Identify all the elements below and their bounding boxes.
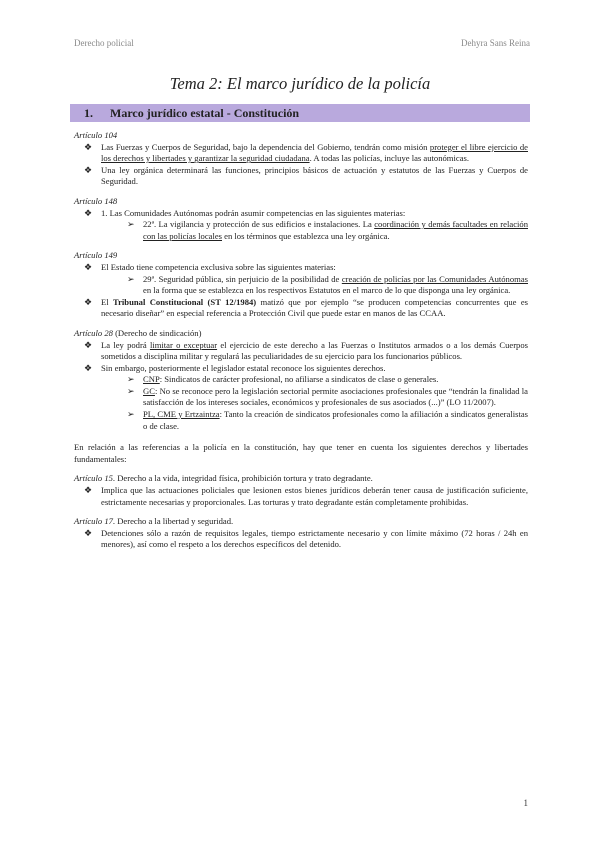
text: : Sindicatos de carácter profesional, no afiliarse a sindicatos de clase o generales. [159, 374, 439, 385]
section-heading [70, 104, 530, 122]
list-item [74, 340, 528, 363]
article-28-heading [74, 328, 528, 340]
text: . A todas las policías, incluye las autonómicas. [309, 153, 469, 164]
diamond-bullet-icon: ❖ [84, 362, 93, 373]
diamond-bullet-icon: ❖ [84, 339, 93, 350]
text: 1. Las Comunidades Autónomas podrán asumir competencias en las siguientes materias: [101, 207, 406, 218]
list-item [74, 208, 528, 220]
document-body [74, 130, 528, 551]
sub-list-item [74, 409, 528, 432]
underlined-text: PL, CME y Ertzaintza [143, 409, 220, 420]
text: Detenciones sólo a razón de requisitos legales, tiempo estrictamente necesario y con límite máximo (72 horas / 24h en menores), así como el respeto a los derechos específicos del detenido. [101, 527, 528, 550]
list-item [74, 262, 528, 274]
underlined-text: proteger el libre ejercicio de los derechos y libertades y garantizar la seguridad ciudadana [101, 141, 528, 164]
article-number: Artículo 17 [74, 516, 113, 527]
article-15-heading [74, 473, 528, 485]
text: : No se reconoce pero la legislación sectorial permite asociaciones profesionales que “tendrán la finalidad la satisfacción de los intereses sociales, económicos y profesionales de sus asociados (...)” (LO 11/2007). [143, 385, 528, 408]
article-note: . Derecho a la vida, integridad física, prohibición tortura y trato degradante. [112, 473, 373, 484]
section-title: Marco jurídico estatal - Constitución [110, 106, 300, 120]
header-author: Dehyra Sans Reina [461, 38, 530, 48]
list-item [74, 528, 528, 551]
article-17-heading [74, 516, 528, 528]
text: el ejercicio de este derecho a las Fuerzas o Institutos armados o a los demás Cuerpos sometidos a disciplina militar y regulará las peculiaridades de su ejercicio para los funcionarios públicos. [101, 339, 528, 362]
section-number: 1. [84, 106, 93, 120]
diamond-bullet-icon: ❖ [84, 527, 93, 538]
diamond-bullet-icon: ❖ [84, 207, 93, 218]
article-note: (Derecho de sindicación) [112, 327, 202, 338]
sub-list-item [74, 219, 528, 242]
article-104-heading: Artículo 104 [74, 130, 118, 140]
list-item [74, 485, 528, 508]
text: El Estado tiene competencia exclusiva sobre las siguientes materias: [101, 261, 336, 272]
article-number: Artículo 15 [74, 473, 113, 484]
diamond-bullet-icon: ❖ [84, 261, 93, 272]
text: Sin embargo, posteriormente el legislador estatal reconoce los siguientes derechos. [101, 362, 386, 373]
underlined-text: CNP [143, 374, 160, 385]
arrow-bullet-icon: ➢ [127, 219, 135, 230]
bold-text: Tribunal Constitucional (ST 12/1984) [113, 296, 257, 307]
underlined-text: creación de policías por las Comunidades Autónomas [341, 273, 528, 284]
text: : Tanto la creación de sindicatos profesionales como la afiliación a sindicatos generalistas o de clase. [143, 409, 528, 431]
list-item [74, 142, 528, 165]
list-item [74, 165, 528, 188]
text: Implica que las actuaciones policiales que lesionen estos bienes jurídicos deberán tener causa de justificación suficiente, estrictamente necesarias y proporcionales. Las torturas y trato degradante están completamente prohibidas. [101, 485, 528, 507]
article-note: . Derecho a la libertad y seguridad. [112, 516, 234, 527]
article-149-heading: Artículo 149 [74, 250, 118, 261]
article-148-heading: Artículo 148 [74, 195, 118, 206]
intro-paragraph: En relación a las referencias a la policía en la constitución, hay que tener en cuenta los siguientes derechos y libertades fundamentales: [74, 442, 528, 464]
text: La ley podrá [101, 339, 150, 350]
text: en la forma que se establezca en los respectivos Estatutos en el marco de lo que disponga una ley orgánica. [143, 285, 511, 296]
sub-list-item [74, 274, 528, 297]
page-title: Tema 2: El marco jurídico de la policía [169, 74, 431, 93]
arrow-bullet-icon: ➢ [127, 273, 135, 284]
text: 22ª. La vigilancia y protección de sus edificios e instalaciones. La [143, 219, 375, 230]
text: matizó que por ejemplo “se producen competencias concurrentes que es necesario diseñar” en especial referencia a Protección Civil que puede estar en manos de las CCAA. [101, 296, 528, 319]
underlined-text: coordinación y demás facultades en relación con las policías locales [143, 219, 528, 241]
list-item [74, 363, 528, 375]
text: Una ley orgánica determinará las funciones, principios básicos de actuación y estatutos de las Fuerzas y Cuerpos de Seguridad. [101, 164, 528, 187]
arrow-bullet-icon: ➢ [127, 385, 135, 396]
header-course: Derecho policial [74, 38, 134, 48]
text: El [101, 296, 114, 307]
sub-list-item [74, 386, 528, 409]
diamond-bullet-icon: ❖ [84, 485, 93, 496]
sub-list-item [74, 374, 528, 386]
text: Las Fuerzas y Cuerpos de Seguridad, bajo la dependencia del Gobierno, tendrán como misión [101, 141, 430, 152]
arrow-bullet-icon: ➢ [127, 374, 135, 385]
list-item [74, 297, 528, 320]
article-number: Artículo 28 [74, 327, 113, 338]
text: 29ª. Seguridad pública, sin perjuicio de la posibilidad de [143, 273, 342, 284]
diamond-bullet-icon: ❖ [84, 141, 93, 152]
arrow-bullet-icon: ➢ [127, 409, 135, 420]
diamond-bullet-icon: ❖ [84, 164, 93, 175]
underlined-text: limitar o exceptuar [149, 339, 218, 350]
text: en los términos que establezca una ley orgánica. [222, 230, 390, 241]
underlined-text: GC [143, 385, 155, 396]
page-number: 1 [523, 798, 528, 808]
diamond-bullet-icon: ❖ [84, 296, 93, 307]
